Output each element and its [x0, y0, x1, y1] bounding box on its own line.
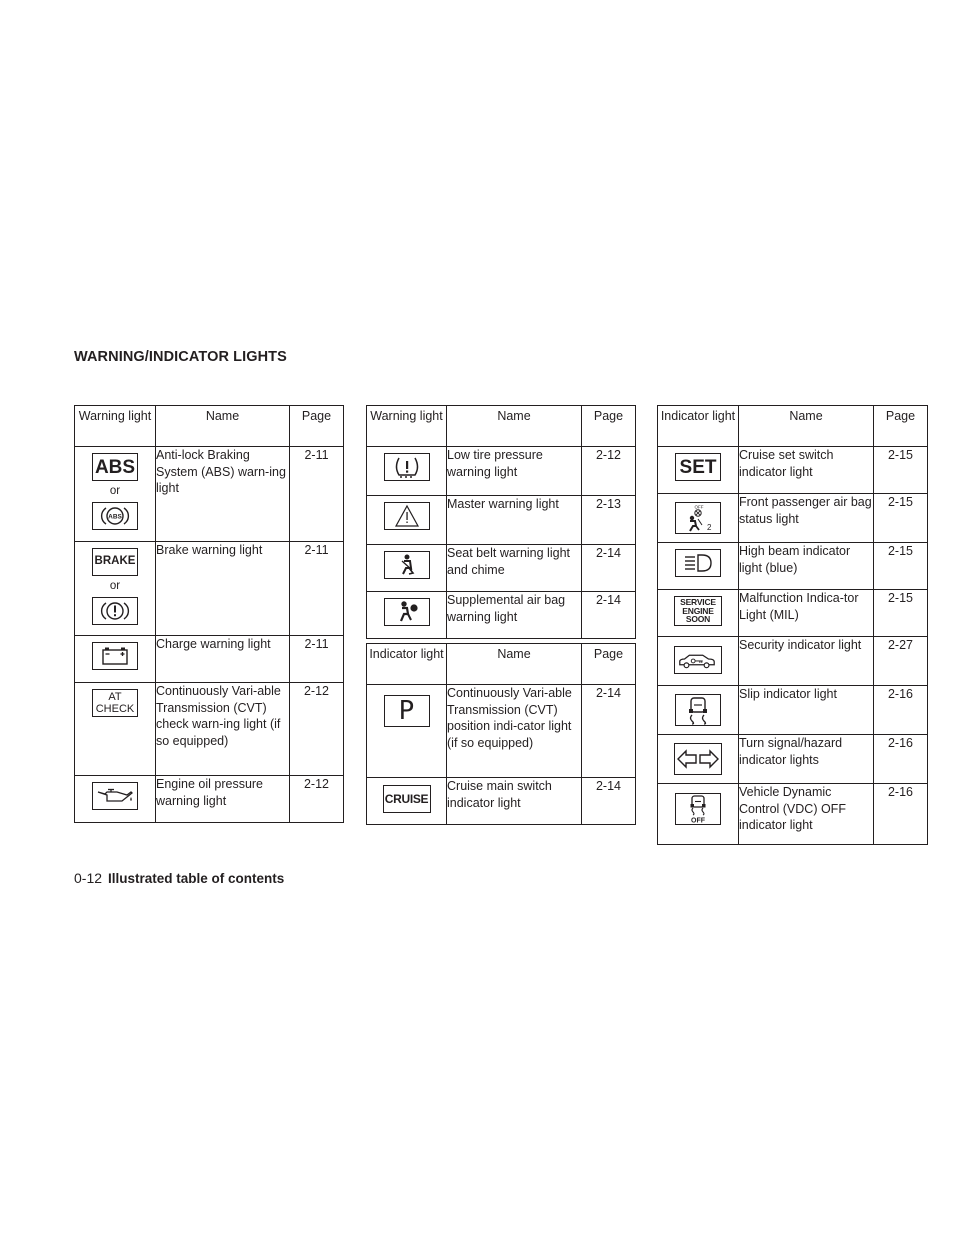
page-ref: 2-13	[582, 496, 636, 545]
warning-lights-table-2	[366, 405, 636, 639]
page-ref: 2-15	[874, 494, 928, 543]
page-number: 0-12	[74, 870, 103, 886]
abs-circle-icon	[92, 502, 138, 530]
table-row	[658, 686, 928, 735]
indicator-lights-table-3	[657, 405, 928, 845]
table-row	[658, 637, 928, 686]
or-label: or	[109, 485, 121, 497]
page-ref: 2-14	[582, 778, 636, 825]
light-name: Charge warning light	[156, 636, 290, 683]
section-title: WARNING/INDICATOR LIGHTS	[74, 349, 287, 365]
page-ref: 2-14	[582, 592, 636, 639]
park-p-icon: P	[384, 695, 430, 727]
header-name: Name	[447, 406, 582, 447]
table-row	[75, 447, 344, 542]
security-car-key-icon	[674, 646, 722, 674]
table-row	[367, 447, 636, 496]
svg-text:ABS: ABS	[108, 513, 122, 521]
header-page: Page	[290, 406, 344, 447]
brake-circle-icon	[92, 597, 138, 625]
header-warning-light: Warning light	[367, 406, 447, 447]
or-label: or	[109, 580, 121, 592]
page-ref: 2-15	[874, 543, 928, 590]
oil-can-icon	[92, 782, 138, 810]
header-warning-light: Warning light	[75, 406, 156, 447]
table-row	[658, 447, 928, 494]
high-beam-icon	[675, 549, 721, 577]
service-engine-soon-icon: SERVICE ENGINE SOON	[674, 596, 722, 626]
airbag-icon	[384, 598, 430, 626]
warning-lights-table-1	[74, 405, 344, 823]
slip-icon	[675, 694, 721, 726]
page-ref: 2-15	[874, 590, 928, 637]
header-name: Name	[447, 644, 582, 685]
header-name: Name	[739, 406, 874, 447]
table-row	[658, 784, 928, 845]
passenger-airbag-off-icon	[675, 502, 721, 534]
table-row	[658, 543, 928, 590]
page-ref: 2-14	[582, 685, 636, 778]
page-ref: 2-11	[290, 636, 344, 683]
light-name: Malfunction Indica-tor Light (MIL)	[739, 590, 874, 637]
table-row	[367, 496, 636, 545]
svg-text:2: 2	[707, 523, 712, 532]
vdc-off-icon	[675, 793, 721, 825]
light-name: Security indicator light	[739, 637, 874, 686]
light-name: Anti-lock Braking System (ABS) warn-ing light	[156, 447, 290, 542]
page-ref: 2-16	[874, 735, 928, 784]
at-check-icon: AT CHECK	[92, 689, 138, 717]
light-name: Low tire pressure warning light	[447, 447, 582, 496]
page-ref: 2-16	[874, 686, 928, 735]
light-name: Turn signal/hazard indicator lights	[739, 735, 874, 784]
table-row	[367, 685, 636, 778]
light-name: Cruise set switch indicator light	[739, 447, 874, 494]
page-ref: 2-14	[582, 545, 636, 592]
abs-icon: ABS	[92, 453, 138, 481]
light-name: Supplemental air bag warning light	[447, 592, 582, 639]
light-name: Slip indicator light	[739, 686, 874, 735]
header-page: Page	[582, 406, 636, 447]
page-ref: 2-11	[290, 542, 344, 636]
page-ref: 2-15	[874, 447, 928, 494]
table-row	[75, 636, 344, 683]
light-name: Brake warning light	[156, 542, 290, 636]
table-row	[658, 494, 928, 543]
light-name: Engine oil pressure warning light	[156, 776, 290, 823]
light-name: Master warning light	[447, 496, 582, 545]
footer-title: Illustrated table of contents	[108, 871, 285, 886]
table-row	[75, 683, 344, 776]
table-row	[367, 778, 636, 825]
table-row	[658, 590, 928, 637]
cruise-icon: CRUISE	[383, 785, 431, 813]
page-ref: 2-12	[290, 776, 344, 823]
light-name: Continuously Vari-able Transmission (CVT) position indi-cator light (if so equipped)	[447, 685, 582, 778]
light-name: Front passenger air bag status light	[739, 494, 874, 543]
tire-pressure-icon	[384, 453, 430, 481]
page-ref: 2-11	[290, 447, 344, 542]
svg-text:OFF: OFF	[694, 504, 704, 510]
light-name: Seat belt warning light and chime	[447, 545, 582, 592]
header-indicator-light: Indicator light	[658, 406, 739, 447]
turn-signal-icon	[674, 743, 722, 775]
brake-icon: BRAKE	[92, 548, 138, 576]
indicator-lights-table-2	[366, 643, 636, 825]
light-name: High beam indicator light (blue)	[739, 543, 874, 590]
header-name: Name	[156, 406, 290, 447]
page-footer	[74, 870, 284, 886]
table-row	[367, 592, 636, 639]
light-name: Continuously Vari-able Transmission (CVT) check warn-ing light (if so equipped)	[156, 683, 290, 776]
table-row	[658, 735, 928, 784]
header-indicator-light: Indicator light	[367, 644, 447, 685]
page-ref: 2-12	[290, 683, 344, 776]
table-row	[75, 776, 344, 823]
svg-text:OFF: OFF	[691, 817, 705, 824]
header-page: Page	[582, 644, 636, 685]
master-warning-icon	[384, 502, 430, 530]
light-name: Cruise main switch indicator light	[447, 778, 582, 825]
page-ref: 2-16	[874, 784, 928, 845]
light-name: Vehicle Dynamic Control (VDC) OFF indicator light	[739, 784, 874, 845]
set-icon: SET	[675, 453, 721, 481]
table-row	[75, 542, 344, 636]
seat-belt-icon	[384, 551, 430, 579]
table-row	[367, 545, 636, 592]
page-ref: 2-12	[582, 447, 636, 496]
header-page: Page	[874, 406, 928, 447]
battery-icon	[92, 642, 138, 670]
page-ref: 2-27	[874, 637, 928, 686]
